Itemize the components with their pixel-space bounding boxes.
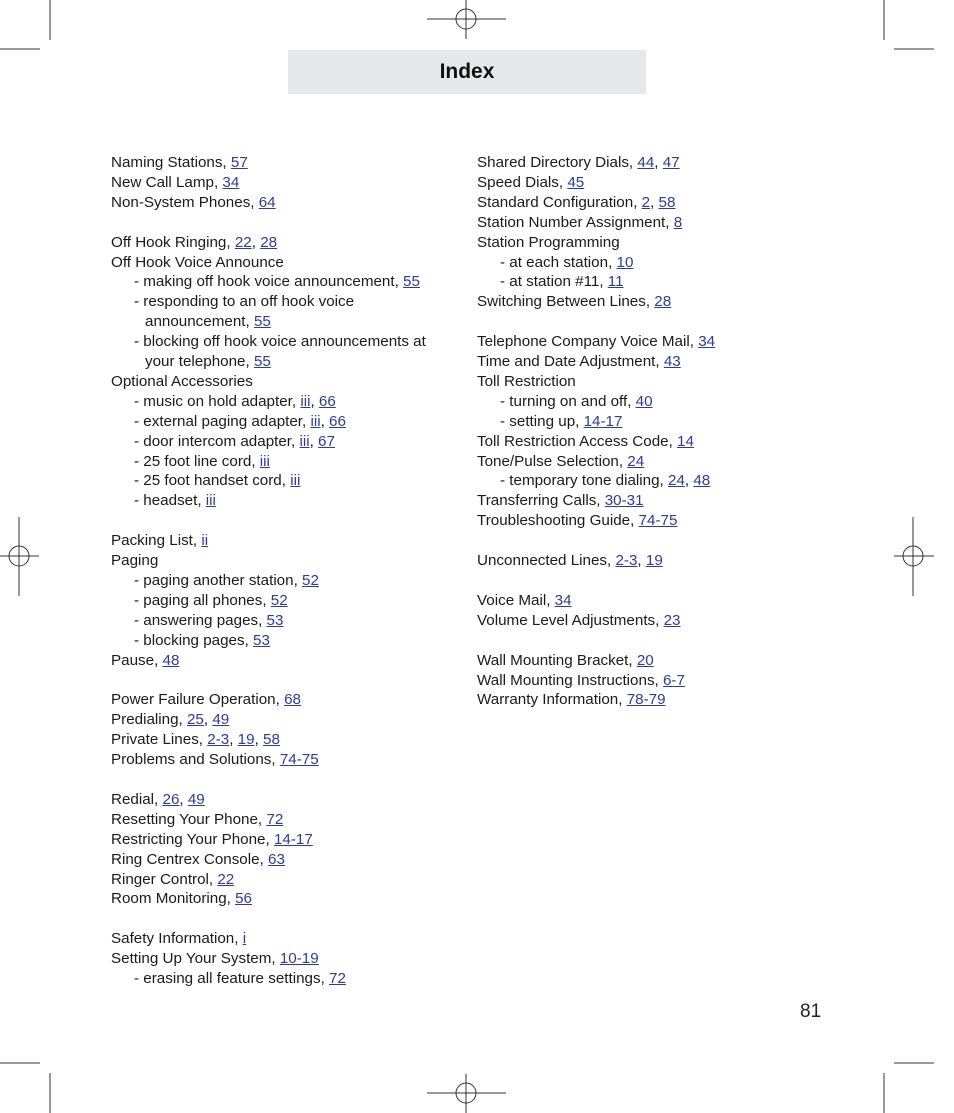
index-subentry bbox=[111, 312, 461, 332]
index-entry bbox=[477, 213, 857, 233]
registration-mark-left bbox=[0, 517, 39, 596]
page-ref-link[interactable]: ii bbox=[201, 532, 209, 550]
page-ref-link[interactable]: 74-75 bbox=[279, 751, 319, 769]
index-column-right bbox=[477, 153, 857, 710]
entry-text: - erasing all feature settings, bbox=[134, 970, 330, 988]
entry-text: - making off hook voice announcement, bbox=[134, 273, 404, 291]
page-ref-link[interactable]: 2-3 bbox=[615, 552, 638, 570]
entry-text: announcement, bbox=[145, 313, 254, 331]
entry-text: - answering pages, bbox=[134, 611, 267, 629]
page-ref-link[interactable]: i bbox=[242, 930, 247, 948]
index-subentry bbox=[111, 969, 461, 989]
index-entry bbox=[111, 929, 461, 949]
registration-mark-bottom bbox=[427, 1074, 506, 1113]
entry-text: Packing List, bbox=[111, 532, 202, 550]
page-ref-link[interactable]: 14 bbox=[677, 432, 694, 450]
entry-text: Shared Directory Dials, bbox=[477, 154, 638, 171]
group-spacer bbox=[477, 631, 857, 651]
page-ref-link[interactable]: 66 bbox=[318, 392, 336, 410]
index-entry bbox=[477, 173, 857, 193]
index-entry bbox=[111, 889, 461, 909]
index-entry bbox=[111, 173, 461, 193]
index-entry bbox=[111, 193, 461, 213]
index-entry bbox=[111, 830, 461, 850]
entry-text: Standard Configuration, bbox=[477, 193, 642, 211]
page-ref-link[interactable]: iii bbox=[299, 432, 310, 450]
entry-text: Problems and Solutions, bbox=[111, 751, 280, 769]
index-entry bbox=[111, 253, 461, 273]
page-ref-link[interactable]: 26 bbox=[162, 790, 180, 808]
entry-text: - responding to an off hook voice bbox=[134, 293, 355, 311]
page-ref-link[interactable]: 57 bbox=[230, 154, 248, 171]
page-ref-link[interactable]: 19 bbox=[645, 552, 663, 570]
page-ref-link[interactable]: 53 bbox=[253, 631, 270, 649]
entry-text: - paging all phones, bbox=[134, 591, 271, 609]
page-ref-link[interactable]: 44 bbox=[637, 154, 655, 171]
entry-text: Off Hook Ringing, bbox=[111, 233, 235, 251]
page-title: Index bbox=[439, 60, 495, 83]
page-ref-link[interactable]: 2 bbox=[641, 193, 651, 211]
page-ref-link[interactable]: 55 bbox=[253, 353, 271, 371]
page-ref-link[interactable]: 52 bbox=[270, 591, 288, 609]
registration-mark-top bbox=[427, 0, 506, 39]
entry-text: Safety Information, bbox=[111, 930, 243, 948]
entry-text: Wall Mounting Instructions, bbox=[477, 671, 663, 689]
entry-text: Non-System Phones, bbox=[111, 193, 259, 211]
index-subentry bbox=[111, 352, 461, 372]
page-ref-link[interactable]: 22 bbox=[234, 233, 252, 251]
page-ref-link[interactable]: 47 bbox=[662, 154, 680, 171]
entry-text: Naming Stations, bbox=[111, 154, 231, 171]
entry-text: Pause, bbox=[111, 651, 163, 669]
page-ref-link[interactable]: 53 bbox=[266, 611, 284, 629]
entry-text: Room Monitoring, bbox=[111, 890, 236, 908]
entry-text: - blocking pages, bbox=[134, 631, 254, 649]
index-entry bbox=[477, 452, 857, 472]
entry-text: - music on hold adapter, bbox=[134, 392, 301, 410]
group-spacer bbox=[477, 531, 857, 551]
page-ref-link[interactable]: 58 bbox=[263, 731, 280, 749]
page-ref-link[interactable]: 25 bbox=[186, 711, 204, 729]
index-subentry bbox=[111, 471, 461, 491]
entry-text: Time and Date Adjustment, bbox=[477, 353, 664, 371]
page-ref-link[interactable]: 58 bbox=[658, 193, 676, 211]
index-entry: Predialing, 25, 49 bbox=[111, 711, 230, 729]
index-entry bbox=[111, 651, 461, 671]
entry-text: Redial, bbox=[111, 790, 163, 808]
page-ref-link[interactable]: 8 bbox=[673, 213, 683, 231]
entry-text: Ringer Control, bbox=[111, 870, 218, 888]
page-ref-link[interactable]: 28 bbox=[654, 293, 672, 311]
page-ref-link[interactable]: 34 bbox=[698, 333, 716, 351]
group-spacer bbox=[111, 909, 461, 929]
page-ref-link[interactable]: 49 bbox=[187, 790, 205, 808]
index-subentry: - door intercom adapter, iii, 67 bbox=[134, 432, 335, 450]
index-entry: Private Lines, 2-3, 19, 58 bbox=[111, 731, 280, 749]
index-entry bbox=[477, 491, 857, 511]
page-ref-link[interactable]: 67 bbox=[318, 432, 335, 450]
entry-text: Restricting Your Phone, bbox=[111, 830, 274, 848]
entry-text: - 25 foot handset cord, bbox=[134, 472, 291, 490]
index-entry bbox=[111, 372, 461, 392]
entry-text: Troubleshooting Guide, bbox=[477, 512, 639, 530]
page-ref-link[interactable]: 72 bbox=[329, 970, 346, 988]
index-subentry bbox=[477, 253, 857, 273]
entry-text: Transferring Calls, bbox=[477, 492, 605, 510]
entry-text: Switching Between Lines, bbox=[477, 293, 655, 311]
page-ref-link[interactable]: 10 bbox=[616, 253, 634, 271]
entry-text: Station Programming bbox=[477, 233, 620, 251]
page-ref-link[interactable]: 34 bbox=[554, 591, 572, 609]
page-ref-link[interactable]: 48 bbox=[693, 472, 711, 490]
page-ref-link[interactable]: 55 bbox=[403, 273, 420, 291]
entry-text: - blocking off hook voice announcements at bbox=[134, 333, 426, 351]
index-entry bbox=[477, 511, 857, 531]
page-ref-link[interactable]: 30-31 bbox=[604, 492, 644, 510]
entry-text: - 25 foot line cord, bbox=[134, 452, 260, 470]
page-number: 81 bbox=[800, 1001, 822, 1022]
index-subentry bbox=[111, 272, 461, 292]
index-entry bbox=[477, 611, 857, 631]
page-ref-link[interactable]: 45 bbox=[567, 173, 585, 191]
index-entry bbox=[111, 850, 461, 870]
group-spacer bbox=[111, 511, 461, 531]
entry-text: Volume Level Adjustments, bbox=[477, 611, 664, 629]
entry-text: your telephone, bbox=[145, 353, 254, 371]
page-ref-link[interactable]: iii bbox=[259, 452, 270, 470]
page-ref-link[interactable]: 6-7 bbox=[662, 671, 685, 689]
page-ref-link[interactable]: 11 bbox=[607, 273, 624, 291]
page-ref-link[interactable]: 22 bbox=[217, 870, 235, 888]
page-ref-link[interactable]: 24 bbox=[668, 472, 685, 490]
entry-text: Setting Up Your System, bbox=[111, 950, 280, 968]
page-ref-link[interactable]: 63 bbox=[268, 850, 285, 868]
page-ref-link[interactable]: 20 bbox=[636, 651, 654, 669]
page-ref-link[interactable]: iii bbox=[310, 412, 321, 430]
page-ref-link[interactable]: 10-19 bbox=[279, 950, 319, 968]
entry-text: Paging bbox=[111, 552, 159, 570]
entry-text: Off Hook Voice Announce bbox=[111, 253, 284, 271]
entry-text: - at each station, bbox=[500, 253, 617, 271]
entry-text: Power Failure Operation, bbox=[111, 691, 285, 709]
page-ref-link[interactable]: 24 bbox=[627, 452, 645, 470]
index-entry bbox=[111, 531, 461, 551]
index-entry bbox=[477, 671, 857, 691]
page-ref-link[interactable]: 72 bbox=[266, 810, 284, 828]
index-subentry bbox=[111, 591, 461, 611]
index-subentry bbox=[111, 491, 461, 511]
group-spacer bbox=[111, 770, 461, 790]
entry-text: Toll Restriction Access Code, bbox=[477, 432, 678, 450]
page-ref-link[interactable]: 48 bbox=[162, 651, 180, 669]
index-entry bbox=[111, 690, 461, 710]
entry-text: Tone/Pulse Selection, bbox=[477, 452, 628, 470]
page-ref-link[interactable]: 68 bbox=[284, 691, 301, 709]
page-ref-link[interactable]: iii bbox=[290, 472, 301, 490]
index-subentry bbox=[111, 631, 461, 651]
index-subentry: - music on hold adapter, iii, 66 bbox=[134, 392, 336, 410]
page-ref-link[interactable]: 66 bbox=[329, 412, 346, 430]
index-entry: Redial, 26, 49 bbox=[111, 790, 205, 808]
page-ref-link[interactable]: 28 bbox=[260, 233, 278, 251]
index-entry: Unconnected Lines, 2-3, 19 bbox=[477, 552, 663, 570]
index-subentry: - external paging adapter, iii, 66 bbox=[134, 412, 346, 430]
index-entry bbox=[477, 332, 857, 352]
entry-text: Telephone Company Voice Mail, bbox=[477, 333, 699, 351]
entry-text: Wall Mounting Bracket, bbox=[477, 651, 637, 669]
index-entry: Shared Directory Dials, 44, 47 bbox=[477, 154, 680, 171]
page-ref-link[interactable]: 23 bbox=[663, 611, 681, 629]
index-entry bbox=[477, 233, 857, 253]
entry-text: Toll Restriction bbox=[477, 372, 576, 390]
page-ref-link[interactable]: 56 bbox=[235, 890, 252, 908]
index-entry bbox=[111, 810, 461, 830]
entry-text: New Call Lamp, bbox=[111, 173, 223, 191]
entry-text: Warranty Information, bbox=[477, 691, 627, 709]
index-entry bbox=[477, 591, 857, 611]
index-entry bbox=[477, 372, 857, 392]
entry-text: - turning on and off, bbox=[500, 392, 636, 410]
page-ref-link[interactable]: iii bbox=[300, 392, 311, 410]
entry-text: Resetting Your Phone, bbox=[111, 810, 267, 828]
index-entry bbox=[477, 651, 857, 671]
page-ref-link[interactable]: 2-3 bbox=[207, 731, 230, 749]
group-spacer bbox=[111, 671, 461, 691]
entry-text: - setting up, bbox=[500, 412, 584, 430]
index-subentry bbox=[111, 332, 461, 352]
index-entry bbox=[477, 432, 857, 452]
page-ref-link[interactable]: 74-75 bbox=[638, 512, 678, 530]
index-entry bbox=[111, 870, 461, 890]
page-ref-link[interactable]: 40 bbox=[635, 392, 653, 410]
index-entry bbox=[477, 292, 857, 312]
entry-text: Ring Centrex Console, bbox=[111, 850, 269, 868]
index-entry bbox=[111, 153, 461, 173]
entry-text: - door intercom adapter, bbox=[134, 432, 300, 450]
entry-text: - at station #11, bbox=[500, 273, 608, 291]
entry-text: Speed Dials, bbox=[477, 173, 568, 191]
index-subentry bbox=[111, 292, 461, 312]
page-ref-link[interactable]: 14-17 bbox=[583, 412, 623, 430]
index-subentry bbox=[111, 611, 461, 631]
group-spacer bbox=[477, 312, 857, 332]
page-ref-link[interactable]: 43 bbox=[663, 353, 681, 371]
entry-text: - headset, bbox=[134, 492, 206, 510]
index-entry: Off Hook Ringing, 22, 28 bbox=[111, 233, 278, 251]
entry-text: Unconnected Lines, bbox=[477, 552, 616, 570]
index-subentry bbox=[477, 392, 857, 412]
page-ref-link[interactable]: 49 bbox=[212, 711, 230, 729]
page-ref-link[interactable]: 78-79 bbox=[626, 691, 666, 709]
entry-text: - external paging adapter, bbox=[134, 412, 311, 430]
entry-text: Private Lines, bbox=[111, 731, 208, 749]
index-subentry bbox=[477, 272, 857, 292]
page-ref-link[interactable]: 52 bbox=[302, 572, 319, 589]
entry-text: Voice Mail, bbox=[477, 591, 555, 609]
index-entry bbox=[111, 551, 461, 571]
index-subentry bbox=[111, 452, 461, 472]
index-entry: Standard Configuration, 2, 58 bbox=[477, 193, 676, 211]
page-ref-link[interactable]: 64 bbox=[258, 193, 276, 211]
index-entry bbox=[111, 949, 461, 969]
page-ref-link[interactable]: 14-17 bbox=[273, 830, 313, 848]
page-ref-link[interactable]: 34 bbox=[222, 173, 240, 191]
entry-text: - paging another station, bbox=[134, 572, 303, 589]
index-subentry bbox=[111, 571, 461, 591]
title-banner bbox=[288, 50, 646, 94]
group-spacer bbox=[477, 571, 857, 591]
group-spacer bbox=[111, 213, 461, 233]
index-column-left bbox=[111, 153, 461, 989]
registration-mark-right bbox=[894, 517, 934, 596]
index-subentry bbox=[477, 412, 857, 432]
entry-text: Station Number Assignment, bbox=[477, 213, 674, 231]
entry-text: Predialing, bbox=[111, 711, 187, 729]
page-ref-link[interactable]: 55 bbox=[253, 313, 271, 331]
index-entry bbox=[477, 352, 857, 372]
index-entry bbox=[111, 750, 461, 770]
entry-text: - temporary tone dialing, bbox=[500, 472, 668, 490]
index-subentry: - temporary tone dialing, 24, 48 bbox=[500, 472, 711, 490]
page-ref-link[interactable]: 19 bbox=[237, 731, 255, 749]
entry-text: Optional Accessories bbox=[111, 372, 253, 390]
index-entry bbox=[477, 690, 857, 710]
page-ref-link[interactable]: iii bbox=[205, 492, 216, 510]
